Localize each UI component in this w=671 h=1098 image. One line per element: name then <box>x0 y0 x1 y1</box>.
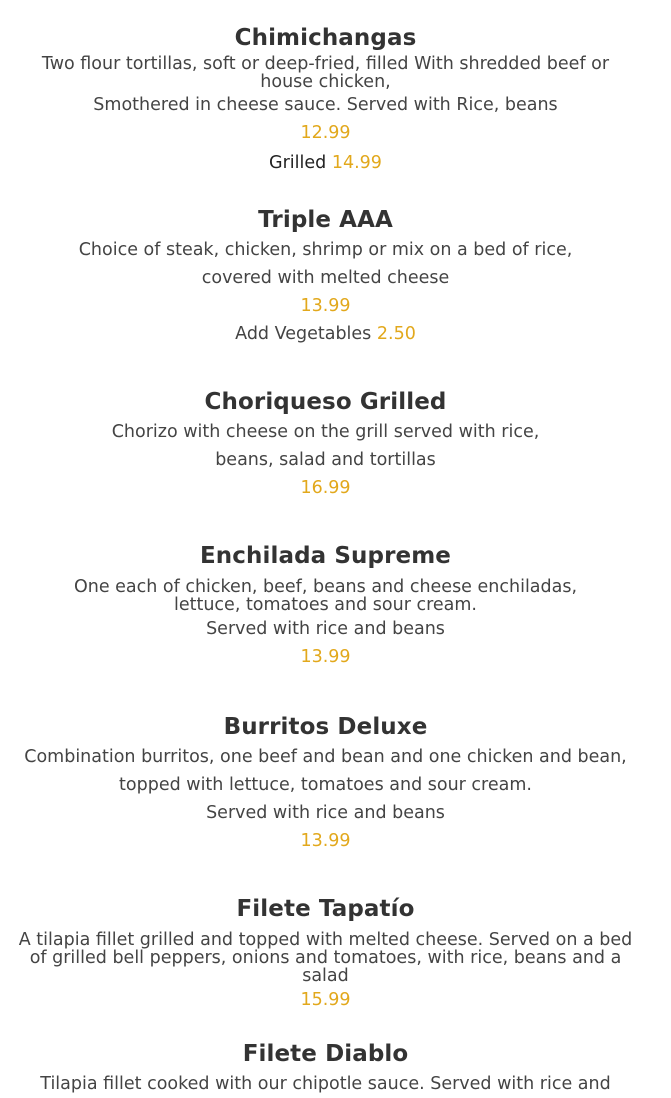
extra-label: Grilled <box>269 153 327 173</box>
item-extra <box>0 320 651 348</box>
item-description: A tilapia fillet grilled and topped with melted cheese. Served on a bed of grilled bell peppers, onions and tomatoes, with rice, beans and a salad <box>18 930 633 986</box>
item-name: Choriqueso Grilled <box>204 389 447 415</box>
item-extra <box>0 149 651 177</box>
item-name: Filete Tapatío <box>236 896 415 922</box>
item-description-line: covered with melted cheese <box>201 268 450 288</box>
menu-item-burritos-deluxe <box>0 713 651 855</box>
item-description-line: Combination burritos, one beef and bean and one chicken and bean, <box>24 747 627 767</box>
menu-item-filete-tapatio <box>0 895 651 1014</box>
item-description-line: Smothered in cheese sauce. Served with Rice, beans <box>93 95 558 115</box>
menu-item-enchilada-supreme <box>0 542 651 671</box>
item-description-line: Tilapia fillet cooked with our chipotle sauce. Served with rice and <box>40 1074 611 1094</box>
item-name: Enchilada Supreme <box>200 543 451 569</box>
item-name: Chimichangas <box>234 25 417 51</box>
item-price: 13.99 <box>300 647 351 667</box>
menu-item-chimichangas <box>0 24 651 177</box>
item-price: 16.99 <box>300 478 351 498</box>
item-price: 13.99 <box>300 296 351 316</box>
item-description-line: topped with lettuce, tomatoes and sour cream. <box>119 775 532 795</box>
item-description-line: beans, salad and tortillas <box>215 450 436 470</box>
item-price: 12.99 <box>300 123 351 143</box>
item-description-line: Choice of steak, chicken, shrimp or mix on a bed of rice, <box>78 240 573 260</box>
item-price: 13.99 <box>300 831 351 851</box>
extra-price: 2.50 <box>376 324 416 344</box>
item-price: 15.99 <box>300 990 351 1010</box>
item-description: Two flour tortillas, soft or deep-fried, filled With shredded beef or house chicken, <box>41 54 610 92</box>
menu-item-filete-diablo <box>0 1040 651 1098</box>
item-name: Filete Diablo <box>242 1041 409 1067</box>
extra-label: Add Vegetables <box>235 324 372 344</box>
menu-item-triple-aaa <box>0 206 651 348</box>
item-name: Triple AAA <box>258 207 393 233</box>
item-description: One each of chicken, beef, beans and cheese enchiladas, lettuce, tomatoes and sour cream. <box>73 577 578 615</box>
item-description-line: Chorizo with cheese on the grill served with rice, <box>111 422 540 442</box>
item-name: Burritos Deluxe <box>223 714 428 740</box>
extra-price: 14.99 <box>331 153 382 173</box>
menu-item-choriqueso-grilled <box>0 388 651 502</box>
item-description-line: Served with rice and beans <box>206 803 445 823</box>
item-description-line: Served with rice and beans <box>206 619 445 639</box>
